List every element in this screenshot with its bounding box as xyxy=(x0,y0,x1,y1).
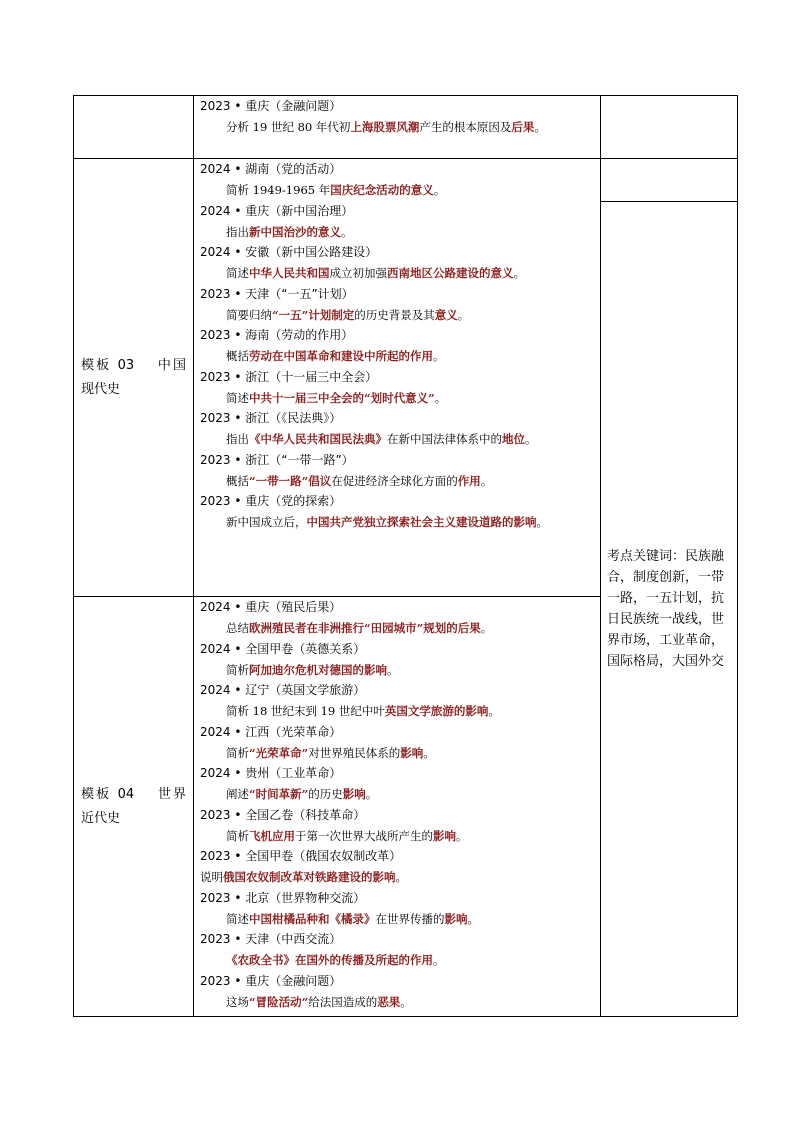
prompt-text: 。 xyxy=(433,349,445,363)
highlighted-keyword: 英国文学旅游的影响 xyxy=(384,704,489,718)
prompt-text: 。 xyxy=(467,911,479,926)
prompt-text: 总结 xyxy=(226,621,249,635)
highlighted-keyword: 地位 xyxy=(502,432,525,446)
highlighted-keyword: 劳动在中国革命和建设中所起的作用 xyxy=(249,349,433,363)
highlighted-keyword: 国庆纪念活动的意义 xyxy=(330,183,434,197)
highlighted-keyword: 俄国农奴制改革对铁路建设的影响 xyxy=(223,870,396,884)
prompt-text: 简析 xyxy=(226,662,249,677)
highlighted-keyword: 《农政全书》在国外的传播及所起的作用 xyxy=(226,953,433,967)
highlighted-keyword: “一带一路”倡议 xyxy=(249,473,332,488)
prompt-text: 。 xyxy=(457,307,470,322)
template-label-cell xyxy=(74,597,194,1017)
prompt-text: 分析 19 世纪 80 年代初 xyxy=(226,120,351,134)
highlighted-keyword: “一五”计划制定 xyxy=(272,307,355,322)
prompt-text: 。 xyxy=(480,621,493,635)
table-row xyxy=(74,159,738,202)
prompt-text: 给法国造成的 xyxy=(308,994,378,1009)
highlighted-keyword: 中共十一届三中全会的“划时代意义” xyxy=(249,390,435,405)
prompt-text: 指出 xyxy=(226,432,249,446)
prompt-text: 简析 18 世纪末到 19 世纪中叶 xyxy=(226,704,385,718)
prompt-text: 这场 xyxy=(226,994,249,1009)
question-prompt xyxy=(200,784,594,805)
prompt-text: 阐述 xyxy=(226,787,249,801)
question-source: 2023 • 浙江（“一带一路”） xyxy=(200,452,354,467)
question-prompt xyxy=(200,743,594,764)
highlighted-keyword: 《中华人民共和国民法典》 xyxy=(249,432,387,446)
question-prompt xyxy=(200,867,594,888)
question-prompt xyxy=(200,660,594,681)
question-prompt xyxy=(200,117,594,138)
prompt-text: 。 xyxy=(423,745,435,760)
prompt-text: 成立初加强 xyxy=(329,266,387,280)
question-source: 2024 • 贵州（工业革命） xyxy=(200,766,342,780)
question-prompt xyxy=(200,701,594,722)
highlighted-keyword: 影响 xyxy=(433,828,456,843)
question-prompt xyxy=(200,388,594,409)
prompt-text: 的历史背景及其 xyxy=(354,307,435,322)
highlighted-keyword: 飞机应用 xyxy=(249,828,295,843)
template-label-line2: 现代史 xyxy=(81,381,121,397)
question-source: 2024 • 湖南（党的活动） xyxy=(200,162,342,176)
question-prompt xyxy=(200,950,594,971)
question-source: 2023 • 重庆（金融问题） xyxy=(200,99,342,113)
question-prompt xyxy=(200,909,594,930)
prompt-text: 。 xyxy=(365,787,378,801)
question-list-cell xyxy=(194,597,601,1017)
highlighted-keyword: 中国共产党独立探索社会主义建设道路的影响 xyxy=(306,515,537,529)
keywords-text: 考点关键词：民族融合，制度创新，一带一路，一五计划，抗日民族统一战线，世界市场，工业革命，国际格局，大国外交 xyxy=(607,549,725,669)
question-prompt xyxy=(200,471,594,492)
question-prompt xyxy=(200,512,594,533)
question-list-cell xyxy=(194,96,601,159)
question-prompt xyxy=(200,826,594,847)
highlighted-keyword: “时间革新” xyxy=(249,787,309,801)
prompt-text: 在世界传播的 xyxy=(375,911,445,926)
question-prompt xyxy=(200,222,594,243)
question-prompt xyxy=(200,992,594,1013)
prompt-text: 对世界殖民体系的 xyxy=(308,745,401,760)
prompt-text: 的历史 xyxy=(308,787,343,801)
highlighted-keyword: 欧洲殖民者在非洲推行“田园城市”规划的后果 xyxy=(249,621,481,635)
question-source: 2023 • 重庆（党的探索） xyxy=(200,494,342,508)
question-source: 2023 • 全国乙卷（科技革命） xyxy=(200,807,366,822)
highlighted-keyword: “光荣革命” xyxy=(249,745,309,760)
question-prompt xyxy=(200,618,594,639)
template-label-line2: 近代史 xyxy=(81,810,121,826)
highlighted-keyword: 西南地区公路建设的意义 xyxy=(387,266,514,280)
highlighted-keyword: 新中国治沙的意义 xyxy=(249,224,341,239)
highlighted-keyword: 意义 xyxy=(434,307,458,322)
prompt-text: 指出 xyxy=(226,224,249,239)
highlighted-keyword: 影响 xyxy=(444,911,468,926)
highlighted-keyword: 阿加迪尔危机对德国的影响 xyxy=(249,662,387,677)
prompt-text: 。 xyxy=(433,183,446,197)
prompt-text: 。 xyxy=(341,224,353,239)
question-source: 2023 • 天津（“一五”计划） xyxy=(200,286,354,301)
question-source: 2024 • 辽宁（英国文学旅游） xyxy=(200,683,366,697)
prompt-text: 简要归纳 xyxy=(226,307,272,322)
prompt-text: 概括 xyxy=(226,349,249,363)
prompt-text: 简析 xyxy=(226,828,249,843)
prompt-text: 。 xyxy=(395,870,407,884)
question-source: 2023 • 重庆（金融问题） xyxy=(200,973,342,988)
prompt-text: 。 xyxy=(434,390,447,405)
template-label-cell xyxy=(74,96,194,159)
highlighted-keyword: 影响 xyxy=(400,745,424,760)
prompt-text: 。 xyxy=(536,515,548,529)
prompt-text: 。 xyxy=(534,120,546,134)
prompt-text: 简述 xyxy=(226,266,249,280)
keywords-cell xyxy=(601,202,738,1017)
prompt-text: 。 xyxy=(513,266,525,280)
question-prompt xyxy=(200,180,594,201)
prompt-text: 说明 xyxy=(200,870,223,884)
prompt-text: 新中国成立后， xyxy=(226,515,307,529)
highlighted-keyword: 作用 xyxy=(457,473,481,488)
question-source: 2023 • 北京（世界物种交流） xyxy=(200,890,366,905)
highlighted-keyword: “冒险活动” xyxy=(249,994,309,1009)
highlighted-keyword: 中国柑橘品种和《橘录》 xyxy=(249,911,376,926)
prompt-text: 。 xyxy=(488,704,500,718)
prompt-text: 简析 1949-1965 年 xyxy=(226,183,331,197)
highlighted-keyword: 中华人民共和国 xyxy=(249,266,330,280)
question-source: 2023 • 浙江（十一届三中全会） xyxy=(200,369,378,384)
template-label-line1: 模板 04 世界 xyxy=(81,786,186,802)
question-source: 2024 • 江西（光荣革命） xyxy=(200,724,342,739)
empty-side-cell xyxy=(601,96,738,159)
prompt-text: 。 xyxy=(525,432,537,446)
prompt-text: 简述 xyxy=(226,911,249,926)
empty-side-cell xyxy=(601,159,738,202)
prompt-text: 在促进经济全球化方面的 xyxy=(331,473,458,488)
prompt-text: 。 xyxy=(433,953,445,967)
template-label-cell xyxy=(74,159,194,597)
question-prompt xyxy=(200,305,594,326)
prompt-text: 概括 xyxy=(226,473,249,488)
highlighted-keyword: 恶果 xyxy=(377,994,401,1009)
prompt-text: 。 xyxy=(480,473,493,488)
prompt-text: 简述 xyxy=(226,390,249,405)
question-prompt xyxy=(200,429,594,450)
question-prompt xyxy=(200,263,594,284)
question-prompt xyxy=(200,346,594,367)
question-source: 2023 • 全国甲卷（俄国农奴制改革） xyxy=(200,849,402,863)
prompt-text: 。 xyxy=(400,994,412,1009)
prompt-text: 于第一次世界大战所产生的 xyxy=(295,828,433,843)
question-source: 2024 • 安徽（新中国公路建设） xyxy=(200,245,378,259)
question-source: 2023 • 浙江（《民法典》） xyxy=(200,411,342,425)
template-label-line1: 模板 03 中国 xyxy=(81,357,186,373)
question-source: 2024 • 重庆（殖民后果） xyxy=(200,600,342,614)
highlighted-keyword: 上海股票风潮 xyxy=(350,120,420,134)
highlighted-keyword: 影响 xyxy=(342,787,366,801)
question-source: 2024 • 全国甲卷（英德关系） xyxy=(200,641,366,656)
prompt-text: 简析 xyxy=(226,745,249,760)
prompt-text: 。 xyxy=(456,828,468,843)
prompt-text: 。 xyxy=(387,662,399,677)
prompt-text: 产生的根本原因及 xyxy=(419,120,512,134)
table-row xyxy=(74,96,738,159)
highlighted-keyword: 后果 xyxy=(511,120,535,134)
exam-template-table xyxy=(73,95,738,1017)
question-list-cell xyxy=(194,159,601,597)
question-source: 2023 • 海南（劳动的作用） xyxy=(200,328,354,342)
question-source: 2023 • 天津（中西交流） xyxy=(200,932,342,946)
question-source: 2024 • 重庆（新中国治理） xyxy=(200,203,354,218)
prompt-text: 在新中国法律体系中的 xyxy=(387,432,502,446)
